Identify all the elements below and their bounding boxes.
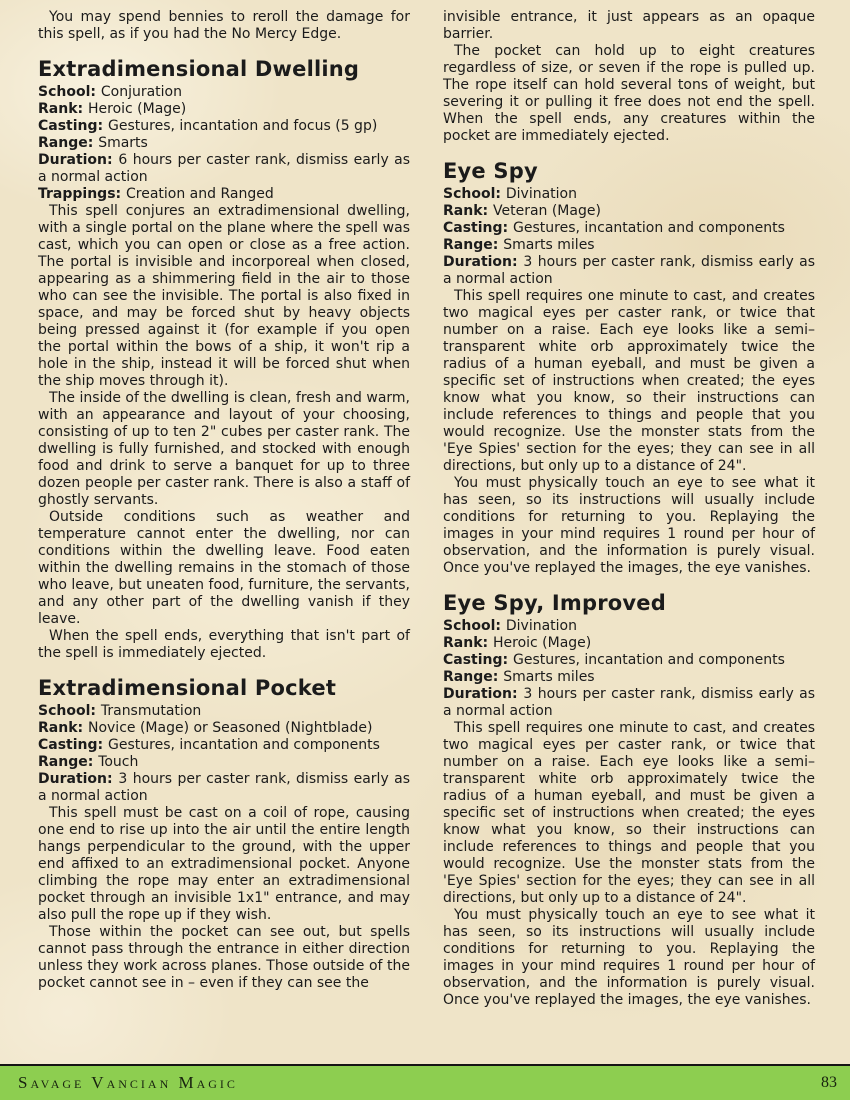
- stat-label: Rank:: [38, 101, 88, 117]
- stat-label: School:: [443, 618, 506, 634]
- stat-value: Gestures, incantation and components: [108, 737, 380, 753]
- right-column: [443, 9, 815, 1009]
- body-paragraph: The inside of the dwelling is clean, fresh and warm, with an appearance and layout of your choosing, consisting of up to ten 2" cubes per caster rank. The dwelling is fully furnished, and stocked with enough food and drink to serve a banquet for up to three dozen people per caster rank. There is also a staff of ghostly servants.: [38, 390, 410, 508]
- spell-stat-line: [38, 152, 410, 186]
- spell-stat-line: [38, 135, 410, 152]
- spell-stat-line: [443, 618, 815, 635]
- body-paragraph: This spell requires one minute to cast, and creates two magical eyes per caster rank, or twice that number on a raise. Each eye looks like a semi–transparent white orb approximately twice the radius of a human eyeball, and must be given a specific set of instructions when created; the eyes know what you know, so their instructions can include references to things and people that you would recognize. Use the monster stats from the 'Eye Spies' section for the eyes; they can see in all directions, but only up to a distance of 24".: [443, 720, 815, 906]
- stat-label: School:: [38, 703, 101, 719]
- body-paragraph: Outside conditions such as weather and temperature cannot enter the dwelling, nor can conditions within the dwelling leave. Food eaten within the dwelling remains in the stomach of those who leave, but uneaten food, furniture, the servants, and any other part of the dwelling vanish if they leave.: [38, 509, 410, 627]
- stat-value: Creation and Ranged: [126, 186, 274, 202]
- spell-stat-line: [443, 220, 815, 237]
- spell-heading: Extradimensional Dwelling: [38, 57, 360, 81]
- spell-stat-line: [38, 118, 410, 135]
- spell-stat-line: [38, 737, 410, 754]
- stat-label: Duration:: [443, 686, 524, 702]
- spell-heading: Eye Spy, Improved: [443, 591, 666, 615]
- stat-label: Range:: [443, 237, 504, 253]
- body-paragraph: This spell must be cast on a coil of rope, causing one end to rise up into the air until the entire length hangs perpendicular to the ground, with the upper end affixed to an extradimensional pocket. Anyone climbing the rope may enter an extradimensional pocket through an invisible 1x1" entrance, and may also pull the rope up if they wish.: [38, 805, 410, 923]
- stat-value: Smarts miles: [503, 237, 595, 253]
- stat-label: Range:: [443, 669, 504, 685]
- spell-stat-line: [443, 186, 815, 203]
- stat-value: Divination: [505, 186, 577, 202]
- stat-value: Gestures, incantation and components: [513, 652, 785, 668]
- spell-stat-line: [443, 203, 815, 220]
- spell-stat-line: [38, 101, 410, 118]
- stat-label: Casting:: [443, 652, 514, 668]
- spell-stat-line: [38, 720, 410, 737]
- stat-value: Transmutation: [100, 703, 202, 719]
- body-paragraph: You must physically touch an eye to see what it has seen, so its instructions will usually include conditions for returning to you. Replaying the images in your mind requires 1 round per hour of observation, and the information is purely visual. Once you've replayed the images, the eye vanishes.: [443, 907, 815, 1008]
- stat-label: Rank:: [443, 635, 493, 651]
- stat-value: Heroic (Mage): [87, 101, 187, 117]
- spell-stat-line: [38, 84, 410, 101]
- stat-label: Casting:: [38, 118, 109, 134]
- stat-label: Trappings:: [38, 186, 126, 202]
- spell-stat-line: [38, 771, 410, 805]
- stat-value: Heroic (Mage): [492, 635, 592, 651]
- stat-value: Touch: [98, 754, 139, 770]
- spell-stat-line: [443, 237, 815, 254]
- stat-value: Smarts: [98, 135, 148, 151]
- body-paragraph: You must physically touch an eye to see what it has seen, so its instructions will usually include conditions for returning to you. Replaying the images in your mind requires 1 round per hour of observation, and the information is purely visual. Once you've replayed the images, the eye vanishes.: [443, 475, 815, 576]
- body-paragraph: invisible entrance, it just appears as an opaque barrier.: [443, 9, 815, 42]
- body-paragraph: This spell conjures an extradimensional dwelling, with a single portal on the plane where the spell was cast, which you can open or close as a free action. The portal is invisible and incorporeal when closed, appearing as a shimmering field in the air to those who can see the invisible. The portal is also fixed in space, and may be forced shut by heavy objects being pressed against it (for example if you open the portal within the bows of a ship, it won't rip a hole in the ship, instead it will be forced shut when the ship moves through it).: [38, 203, 410, 389]
- stat-value: Conjuration: [100, 84, 182, 100]
- stat-value: Gestures, incantation and components: [513, 220, 785, 236]
- spell-stat-line: [443, 254, 815, 288]
- stat-label: School:: [443, 186, 506, 202]
- stat-value: 6 hours per caster rank, dismiss early as a normal action: [38, 152, 410, 185]
- stat-value: Veteran (Mage): [492, 203, 601, 219]
- stat-label: School:: [38, 84, 101, 100]
- stat-label: Duration:: [443, 254, 524, 270]
- stat-value: 3 hours per caster rank, dismiss early as a normal action: [38, 771, 410, 804]
- stat-label: Rank:: [443, 203, 493, 219]
- spell-stat-line: [443, 669, 815, 686]
- stat-label: Casting:: [443, 220, 514, 236]
- page-footer: [0, 1064, 850, 1100]
- stat-value: 3 hours per caster rank, dismiss early as a normal action: [443, 254, 815, 287]
- stat-value: Gestures, incantation and focus (5 gp): [108, 118, 378, 134]
- body-paragraph: This spell requires one minute to cast, and creates two magical eyes per caster rank, or twice that number on a raise. Each eye looks like a semi–transparent white orb approximately twice the radius of a human eyeball, and must be given a specific set of instructions when created; the eyes know what you know, so their instructions can include references to things and people that you would recognize. Use the monster stats from the 'Eye Spies' section for the eyes; they can see in all directions, but only up to a distance of 24".: [443, 288, 815, 474]
- footer-page-number: 83: [821, 1074, 837, 1091]
- spell-stat-line: [38, 754, 410, 771]
- stat-value: Divination: [505, 618, 577, 634]
- stat-value: Novice (Mage) or Seasoned (Nightblade): [87, 720, 373, 736]
- stat-label: Duration:: [38, 152, 119, 168]
- spell-stat-line: [38, 703, 410, 720]
- body-paragraph: Those within the pocket can see out, but spells cannot pass through the entrance in either direction unless they work across planes. Those outside of the pocket cannot see in – even if they can see the: [38, 924, 410, 991]
- stat-label: Range:: [38, 754, 99, 770]
- stat-label: Duration:: [38, 771, 119, 787]
- left-column: [38, 9, 410, 1009]
- stat-label: Casting:: [38, 737, 109, 753]
- body-paragraph: You may spend bennies to reroll the damage for this spell, as if you had the No Mercy Edge.: [38, 9, 410, 42]
- spell-stat-line: [443, 635, 815, 652]
- spell-stat-line: [443, 652, 815, 669]
- spell-stat-line: [443, 686, 815, 720]
- body-paragraph: The pocket can hold up to eight creatures regardless of size, or seven if the rope is pulled up. The rope itself can hold several tons of weight, but severing it or pulling it free does not end the spell. When the spell ends, any creatures within the pocket are immediately ejected.: [443, 43, 815, 144]
- stat-value: 3 hours per caster rank, dismiss early as a normal action: [443, 686, 815, 719]
- stat-value: Smarts miles: [503, 669, 595, 685]
- body-paragraph: When the spell ends, everything that isn't part of the spell is immediately ejected.: [38, 628, 410, 661]
- spell-heading: Eye Spy: [443, 159, 538, 183]
- stat-label: Rank:: [38, 720, 88, 736]
- spell-stat-line: [38, 186, 410, 203]
- footer-book-title: Savage Vancian Magic: [18, 1073, 238, 1092]
- spell-heading: Extradimensional Pocket: [38, 676, 337, 700]
- stat-label: Range:: [38, 135, 99, 151]
